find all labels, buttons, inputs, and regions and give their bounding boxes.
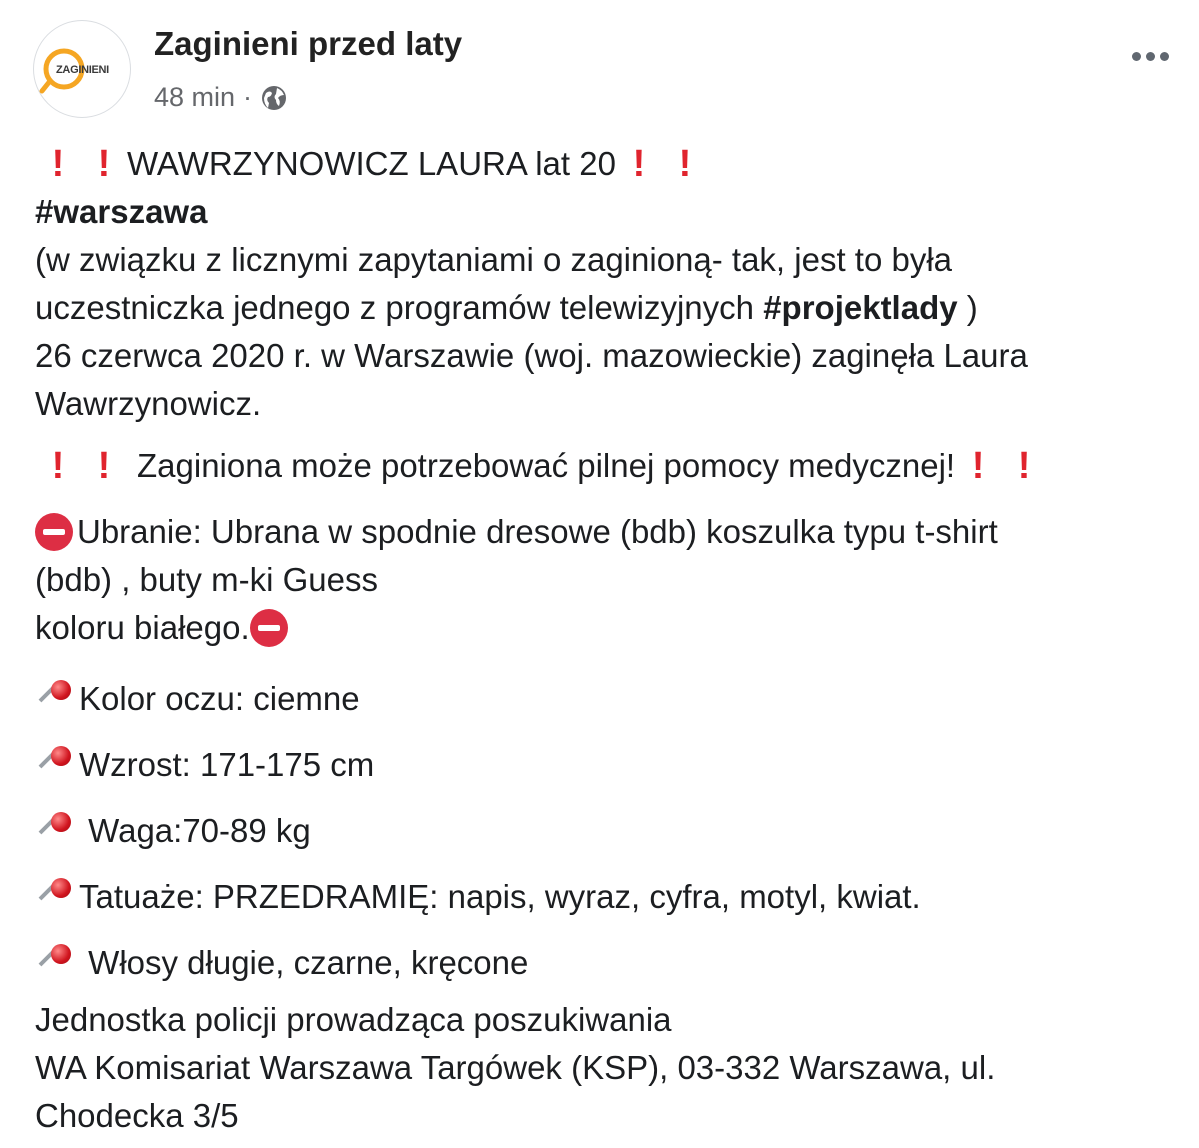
detail-item [35,666,1175,732]
note-text: ) [957,289,978,326]
pushpin-icon [35,809,79,853]
clothes-text: koloru białego. [35,609,250,646]
post-title: WAWRZYNOWICZ LAURA lat 20 [127,145,616,182]
detail-text: Włosy długie, czarne, kręcone [79,944,529,981]
detail-item [35,732,1175,798]
post-meta [154,82,288,113]
post-body [35,140,1175,1140]
note-line [35,284,1175,332]
detail-text: Waga:70-89 kg [79,812,311,849]
detail-item [35,798,1175,864]
hashtag-projektlady[interactable]: #projektlady [763,289,958,326]
pushpin-icon [35,875,79,919]
detail-item [35,864,1175,930]
medical-line [35,442,1175,490]
police-line: Jednostka policji prowadząca poszukiwania [35,1001,672,1038]
exclamation-icon: ! [97,143,111,185]
clothes-text: Ubranie: Ubrana w spodnie dresowe (bdb) koszulka typu t-shirt [77,513,998,550]
exclamation-icon: ! [51,143,65,185]
no-entry-icon [35,513,73,551]
detail-text: Tatuaże: PRZEDRAMIĘ: napis, wyraz, cyfra, motyl, kwiat. [79,878,921,915]
exclamation-icon: ! [1017,445,1031,487]
post-time[interactable]: 48 min [154,82,236,112]
avatar-text: ZAGINIENI [56,64,109,76]
meta-separator: · [243,82,253,112]
detail-text: Wzrost: 171-175 cm [79,746,375,783]
date-line: 26 czerwca 2020 r. w Warszawie (woj. mazowieckie) zaginęła Laura [35,337,1028,374]
note-line: (w związku z licznymi zapytaniami o zaginioną- tak, jest to była [35,241,953,278]
no-entry-icon [250,609,288,647]
exclamation-icon: ! [51,445,65,487]
pushpin-icon [35,743,79,787]
avatar[interactable] [33,20,131,118]
pushpin-icon [35,941,79,985]
exclamation-icon: ! [632,143,646,185]
more-options-icon[interactable] [1132,52,1169,61]
hashtag-warszawa[interactable]: #warszawa [35,193,208,230]
post-title-line [35,140,1175,188]
medical-text: Zaginiona może potrzebować pilnej pomocy medycznej! [137,447,956,484]
note-text: uczestniczka jednego z programów telewizyjnych [35,289,764,326]
detail-text: Kolor oczu: ciemne [79,680,360,717]
globe-icon[interactable] [260,84,288,112]
page-name-link[interactable]: Zaginieni przed laty [154,25,463,62]
exclamation-icon: ! [678,143,692,185]
clothes-line: (bdb) , buty m-ki Guess [35,561,378,598]
pushpin-icon [35,677,79,721]
police-line: WA Komisariat Warszawa Targówek (KSP), 03-332 Warszawa, ul. [35,1049,996,1086]
detail-item [35,930,1175,996]
police-line: Chodecka 3/5 [35,1097,239,1134]
exclamation-icon: ! [97,445,111,487]
clothes-line [35,508,1175,556]
date-line: Wawrzynowicz. [35,385,262,422]
exclamation-icon: ! [971,445,985,487]
clothes-line [35,604,1175,652]
